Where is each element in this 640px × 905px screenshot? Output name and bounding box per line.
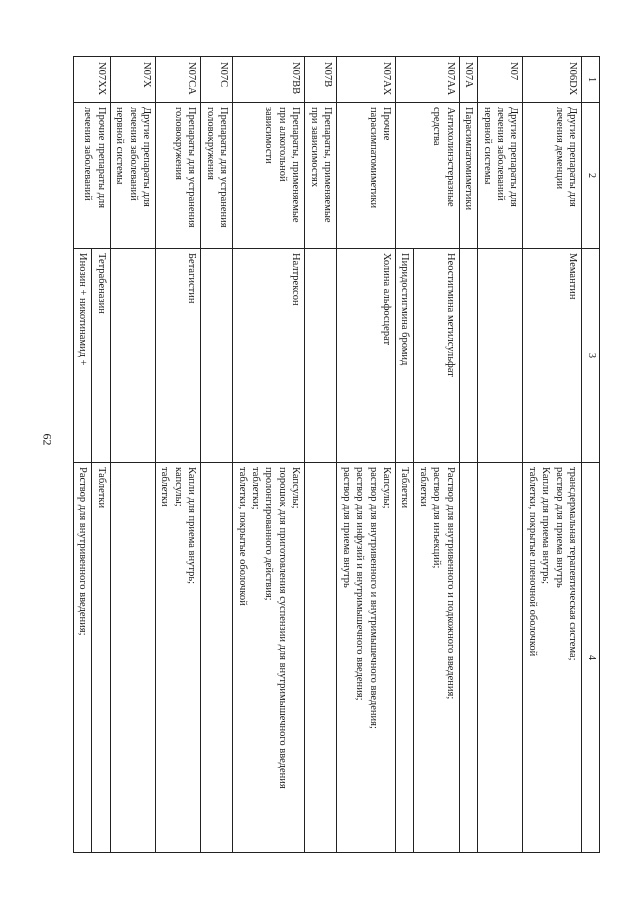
drug-name-cell (92, 249, 110, 463)
dosage-form-line: капсулы; (172, 467, 184, 507)
header-row (582, 57, 600, 853)
drug-name-cell (73, 249, 91, 463)
dosage-form-line: раствор для инфузий и внутримышечного введения; (354, 467, 366, 701)
group-name-line: Парасимпатомиметики (463, 107, 475, 211)
dosage-form-line: таблетки, покрытые пленочной оболочкой (526, 467, 538, 657)
table-row (92, 57, 110, 853)
dosage-form-line: раствор для приема внутрь (553, 467, 565, 588)
page-number: 62 (40, 433, 55, 446)
dosage-forms-cell (337, 463, 396, 853)
group-name-cell (459, 103, 477, 249)
column-header: 4 (582, 463, 600, 853)
group-name-line: при зависимостях (308, 107, 320, 188)
group-name-line: нервной системы (114, 107, 126, 185)
drug-name: Инозин + никотинамид + (77, 253, 89, 366)
atc-code-cell: N07X (110, 57, 155, 103)
group-name-line: головокружения (204, 107, 216, 180)
dosage-forms-cell (92, 463, 110, 853)
dosage-forms-cell (233, 463, 305, 853)
atc-code-cell: N07XX (73, 57, 110, 103)
dosage-form-line: Раствор для внутривенного и подкожного введения; (444, 467, 456, 700)
dosage-form-line: Раствор для внутривенного введения; (77, 467, 89, 636)
dosage-form-line: таблетки (417, 467, 429, 507)
atc-code-cell: N07B (305, 57, 337, 103)
drug-name-cell (395, 249, 413, 463)
atc-code-cell: N07 (478, 57, 523, 103)
atc-code-cell: N07A (459, 57, 477, 103)
dosage-form-line: таблетки, покрытые оболочкой (236, 467, 248, 606)
group-name-line: средства (431, 107, 443, 146)
dosage-form-line: Капсулы; (380, 467, 392, 509)
drug-name-cell (414, 249, 459, 463)
column-header: 1 (582, 57, 600, 103)
group-name-line: при алкогольной (276, 107, 288, 182)
column-header: 2 (582, 103, 600, 249)
table-row (478, 57, 523, 853)
table-row (155, 57, 200, 853)
table-row (337, 57, 396, 853)
group-name-cell (337, 103, 396, 249)
group-name-cell (523, 103, 582, 249)
table-row (459, 57, 477, 853)
atc-code-cell: N07CA (155, 57, 200, 103)
group-name-cell (233, 103, 305, 249)
group-name-line: лечения заболеваний (127, 107, 139, 201)
group-name-cell (395, 103, 459, 249)
atc-code-cell: N07AX (337, 57, 396, 103)
table-row (233, 57, 305, 853)
dosage-form-line: таблетки (159, 467, 171, 507)
dosage-form-line: Таблетки (95, 467, 107, 509)
atc-code-cell: N07AA (395, 57, 459, 103)
group-name-line: Прочие (380, 107, 392, 141)
drug-name-cell (459, 249, 477, 463)
atc-code-cell: N06DX (523, 57, 582, 103)
dosage-forms-cell (305, 463, 337, 853)
group-name-line: головокружения (172, 107, 184, 180)
drug-name-cell (155, 249, 200, 463)
drug-name-cell (478, 249, 523, 463)
group-name-cell (478, 103, 523, 249)
drug-name-cell (201, 249, 233, 463)
dosage-forms-cell (414, 463, 459, 853)
group-name-line: Другие препараты для (567, 107, 579, 207)
group-name-line: Препараты, применяемые (322, 107, 334, 223)
dosage-form-line: Капли для приема внутрь; (540, 467, 552, 585)
drug-name-cell (110, 249, 155, 463)
group-name-cell (201, 103, 233, 249)
group-name-line: Препараты для устранения (218, 107, 230, 228)
dosage-forms-cell (201, 463, 233, 853)
dosage-forms-cell (459, 463, 477, 853)
table-row (110, 57, 155, 853)
drug-name: Мемантин (567, 253, 579, 300)
dosage-forms-cell (155, 463, 200, 853)
group-name-line: Другие препараты для (140, 107, 152, 207)
group-name-line: лечения заболеваний (495, 107, 507, 201)
dosage-form-line: Капли для приема внутрь; (186, 467, 198, 585)
dosage-forms-cell (395, 463, 413, 853)
dosage-form-line: пролонгированного действия; (263, 467, 275, 601)
column-header: 3 (582, 249, 600, 463)
table-row (201, 57, 233, 853)
dosage-forms-cell (110, 463, 155, 853)
group-name-line: Другие препараты для (508, 107, 520, 207)
dosage-forms-cell (523, 463, 582, 853)
dosage-form-line: таблетки; (250, 467, 262, 510)
table-row (523, 57, 582, 853)
table-row (305, 57, 337, 853)
atc-code-cell: N07BB (233, 57, 305, 103)
drug-name-cell (337, 249, 396, 463)
dosage-forms-cell (73, 463, 91, 853)
dosage-form-line: раствор для приема внутрь (340, 467, 352, 588)
drug-name: Бетагистин (186, 253, 198, 304)
dosage-form-line: трансдермальная терапевтическая система; (567, 467, 579, 661)
drug-name: Пиридостигмина бромид (399, 253, 411, 366)
rotated-page (77, 56, 600, 852)
group-name-line: Препараты, применяемые (290, 107, 302, 223)
drug-name: Налтрексон (290, 253, 302, 306)
group-name-line: Прочие препараты для (95, 107, 107, 209)
group-name-cell (73, 103, 110, 249)
group-name-cell (110, 103, 155, 249)
group-name-cell (305, 103, 337, 249)
dosage-form-line: Капсулы; (290, 467, 302, 509)
group-name-line: парасимпатомиметики (367, 107, 379, 209)
group-name-line: Препараты для устранения (186, 107, 198, 228)
group-name-line: лечения деменции (553, 107, 565, 190)
group-name-line: зависимости (263, 107, 275, 164)
dosage-form-line: Таблетки (399, 467, 411, 509)
table-container (77, 56, 600, 852)
group-name-line: нервной системы (481, 107, 493, 185)
drug-name-cell (305, 249, 337, 463)
group-name-line: лечения заболеваний (82, 107, 94, 201)
drug-name: Тетрабеназин (95, 253, 107, 314)
dosage-forms-cell (478, 463, 523, 853)
drug-table (73, 56, 600, 853)
table-row (414, 57, 459, 853)
drug-name-cell (523, 249, 582, 463)
drug-name: Неостигмина метилсульфат (444, 253, 456, 377)
drug-name: Холина альфосцерат (380, 253, 392, 346)
group-name-cell (155, 103, 200, 249)
atc-code-cell: N07C (201, 57, 233, 103)
drug-name-cell (233, 249, 305, 463)
dosage-form-line: раствор для инъекций; (431, 467, 443, 569)
dosage-form-line: порошок для приготовления суспензии для внутримышечного введения (276, 467, 288, 789)
dosage-form-line: раствор для внутривенного и внутримышечного введения; (367, 467, 379, 729)
group-name-line: Антихолинэстеразные (444, 107, 456, 207)
